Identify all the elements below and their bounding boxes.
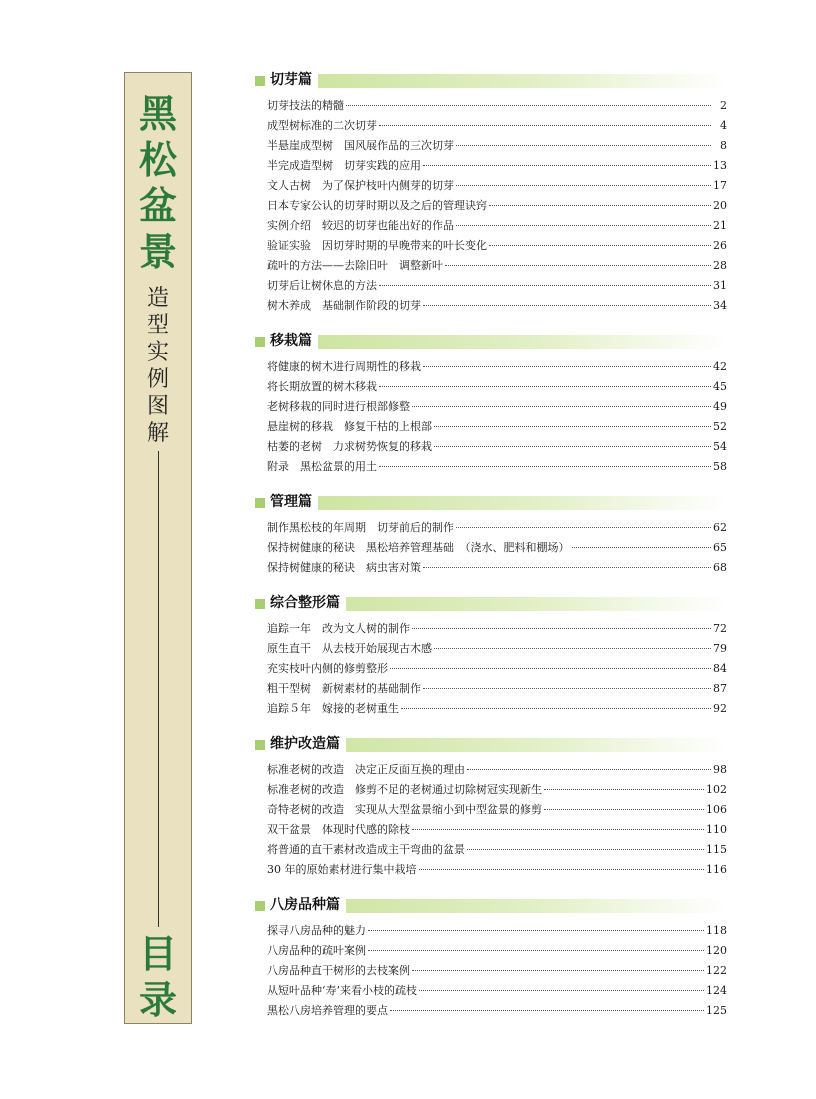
toc-entry[interactable] — [267, 780, 727, 800]
toc-entry[interactable] — [267, 437, 727, 457]
entry-leader-dots — [379, 386, 711, 387]
entry-leader-dots — [423, 688, 711, 689]
toc-entry[interactable] — [267, 457, 727, 477]
book-subtitle-char: 实 — [146, 340, 169, 365]
table-of-contents — [255, 72, 727, 1021]
book-subtitle — [125, 285, 191, 447]
entry-leader-dots — [368, 950, 704, 951]
book-title-char: 景 — [138, 230, 177, 274]
entry-leader-dots — [434, 648, 711, 649]
section-band — [270, 493, 727, 510]
entry-page-number: 120 — [706, 944, 727, 957]
entry-leader-dots — [456, 145, 711, 146]
section-header — [255, 736, 727, 753]
entry-leader-dots — [467, 769, 711, 770]
toc-entry[interactable] — [267, 840, 727, 860]
entry-leader-dots — [456, 527, 711, 528]
entry-title: 悬崖树的移栽 修复干枯的上根部 — [267, 420, 432, 433]
book-title-char: 盆 — [138, 184, 177, 228]
section-square-icon — [255, 901, 265, 911]
toc-entry[interactable] — [267, 981, 727, 1001]
toc-entry[interactable] — [267, 518, 727, 538]
entry-page-number: 65 — [713, 541, 727, 554]
toc-entry[interactable] — [267, 760, 727, 780]
entry-title: 切芽后让树休息的方法 — [267, 279, 377, 292]
entry-page-number: 42 — [713, 360, 727, 373]
toc-entry[interactable] — [267, 357, 727, 377]
toc-entry[interactable] — [267, 639, 727, 659]
entry-page-number: 52 — [713, 420, 727, 433]
section-entries — [255, 96, 727, 316]
entry-page-number: 26 — [713, 239, 727, 252]
entry-page-number: 106 — [706, 803, 727, 816]
entry-page-number: 110 — [706, 823, 727, 836]
entry-leader-dots — [379, 466, 711, 467]
entry-leader-dots — [390, 668, 711, 669]
entry-leader-dots — [419, 869, 705, 870]
entry-page-number: 118 — [706, 924, 727, 937]
section-entries — [255, 760, 727, 880]
toc-entry[interactable] — [267, 397, 727, 417]
entry-title: 标准老树的改造 修剪不足的老树通过切除树冠实现新生 — [267, 783, 542, 796]
toc-entry[interactable] — [267, 1001, 727, 1021]
toc-entry[interactable] — [267, 417, 727, 437]
entry-leader-dots — [412, 406, 711, 407]
toc-section — [255, 333, 727, 477]
toc-entry[interactable] — [267, 236, 727, 256]
toc-section — [255, 897, 727, 1021]
toc-label-char: 目 — [138, 932, 177, 976]
entry-page-number: 17 — [713, 179, 727, 192]
section-band — [270, 332, 727, 349]
entry-title: 八房品种直干树形的去枝案例 — [267, 964, 410, 977]
entry-title: 文人古树 为了保护枝叶内侧芽的切芽 — [267, 179, 454, 192]
entry-page-number: 79 — [713, 642, 727, 655]
section-square-icon — [255, 498, 265, 508]
section-title: 移栽篇 — [270, 332, 318, 350]
toc-entry[interactable] — [267, 619, 727, 639]
section-title: 管理篇 — [270, 493, 318, 511]
entry-page-number: 58 — [713, 460, 727, 473]
entry-leader-dots — [412, 970, 704, 971]
entry-leader-dots — [419, 990, 704, 991]
section-title: 综合整形篇 — [270, 594, 346, 612]
section-band — [270, 896, 727, 913]
entry-title: 老树移栽的同时进行根部修整 — [267, 400, 410, 413]
entry-title: 奇特老树的改造 实现从大型盆景缩小到中型盆景的修剪 — [267, 803, 542, 816]
entry-title: 探寻八房品种的魅力 — [267, 924, 366, 937]
entry-title: 标准老树的改造 决定正反面互换的理由 — [267, 763, 465, 776]
entry-page-number: 13 — [713, 159, 727, 172]
entry-leader-dots — [401, 708, 711, 709]
section-entries — [255, 357, 727, 477]
entry-title: 实例介绍 较迟的切芽也能出好的作品 — [267, 219, 454, 232]
entry-leader-dots — [456, 225, 711, 226]
entry-page-number: 102 — [706, 783, 727, 796]
entry-title: 保持树健康的秘诀 黑松培养管理基础 （浇水、肥料和棚场） — [267, 541, 570, 554]
toc-entry[interactable] — [267, 96, 727, 116]
toc-entry[interactable] — [267, 156, 727, 176]
entry-title: 附录 黑松盆景的用土 — [267, 460, 377, 473]
book-subtitle-char: 造 — [146, 286, 169, 311]
toc-entry[interactable] — [267, 256, 727, 276]
entry-leader-dots — [368, 930, 704, 931]
toc-entry[interactable] — [267, 377, 727, 397]
entry-page-number: 98 — [713, 763, 727, 776]
section-band — [270, 735, 727, 752]
entry-leader-dots — [467, 849, 704, 850]
toc-entry[interactable] — [267, 296, 727, 316]
entry-title: 粗干型树 新树素材的基础制作 — [267, 682, 421, 695]
entry-page-number: 116 — [706, 863, 727, 876]
entry-leader-dots — [379, 125, 711, 126]
entry-title: 黑松八房培养管理的要点 — [267, 1004, 388, 1017]
entry-title: 双干盆景 体现时代感的除枝 — [267, 823, 410, 836]
entry-title: 枯萎的老树 力求树势恢复的移栽 — [267, 440, 432, 453]
entry-leader-dots — [456, 185, 711, 186]
entry-page-number: 21 — [713, 219, 727, 232]
entry-title: 制作黑松枝的年周期 切芽前后的制作 — [267, 521, 454, 534]
toc-entry[interactable] — [267, 659, 727, 679]
entry-page-number: 68 — [713, 561, 727, 574]
toc-entry[interactable] — [267, 921, 727, 941]
entry-page-number: 125 — [706, 1004, 727, 1017]
entry-leader-dots — [423, 366, 711, 367]
entry-page-number: 31 — [713, 279, 727, 292]
book-subtitle-char: 例 — [146, 367, 169, 392]
book-title — [125, 91, 191, 275]
entry-page-number: 45 — [713, 380, 727, 393]
entry-title: 保持树健康的秘诀 病虫害对策 — [267, 561, 421, 574]
toc-entry[interactable] — [267, 558, 727, 578]
entry-leader-dots — [379, 285, 711, 286]
entry-page-number: 124 — [706, 984, 727, 997]
entry-page-number: 54 — [713, 440, 727, 453]
entry-leader-dots — [390, 1010, 704, 1011]
entry-title: 充实枝叶内侧的修剪整形 — [267, 662, 388, 675]
toc-entry[interactable] — [267, 116, 727, 136]
entry-title: 半悬崖成型树 国风展作品的三次切芽 — [267, 139, 454, 152]
section-title: 八房品种篇 — [270, 896, 346, 914]
section-header — [255, 333, 727, 350]
entry-title: 将普通的直干素材改造成主干弯曲的盆景 — [267, 843, 465, 856]
entry-title: 30 年的原始素材进行集中栽培 — [267, 863, 417, 876]
toc-entry[interactable] — [267, 216, 727, 236]
section-entries — [255, 619, 727, 719]
entry-title: 追踪一年 改为文人树的制作 — [267, 622, 410, 635]
section-band — [270, 71, 727, 88]
entry-title: 切芽技法的精髓 — [267, 99, 344, 112]
section-header — [255, 494, 727, 511]
toc-entry[interactable] — [267, 196, 727, 216]
entry-leader-dots — [423, 165, 711, 166]
entry-title: 将健康的树木进行周期性的移栽 — [267, 360, 421, 373]
section-entries — [255, 921, 727, 1021]
toc-entry[interactable] — [267, 699, 727, 719]
toc-entry[interactable] — [267, 941, 727, 961]
entry-page-number: 2 — [720, 99, 727, 112]
toc-entry[interactable] — [267, 136, 727, 156]
entry-leader-dots — [544, 789, 704, 790]
entry-title: 成型树标准的二次切芽 — [267, 119, 377, 132]
book-title-sidebar — [124, 72, 192, 1024]
entry-page-number: 84 — [713, 662, 727, 675]
entry-page-number: 28 — [713, 259, 727, 272]
entry-leader-dots — [423, 305, 711, 306]
entry-page-number: 49 — [713, 400, 727, 413]
entry-title: 追踪５年 嫁接的老树重生 — [267, 702, 399, 715]
toc-entry[interactable] — [267, 538, 727, 558]
entry-title: 树木养成 基础制作阶段的切芽 — [267, 299, 421, 312]
entry-page-number: 4 — [720, 119, 727, 132]
book-title-char: 黑 — [138, 92, 177, 136]
book-subtitle-char: 解 — [146, 421, 169, 446]
entry-leader-dots — [423, 567, 711, 568]
entry-title: 从短叶品种‘寿’来看小枝的疏枝 — [267, 984, 417, 997]
toc-entry[interactable] — [267, 961, 727, 981]
entry-page-number: 122 — [706, 964, 727, 977]
entry-title: 八房品种的疏叶案例 — [267, 944, 366, 957]
entry-title: 验证实验 因切芽时期的早晚带来的叶长变化 — [267, 239, 487, 252]
toc-entry[interactable] — [267, 860, 727, 880]
entry-leader-dots — [346, 105, 711, 106]
section-header — [255, 595, 727, 612]
section-title: 维护改造篇 — [270, 735, 346, 753]
toc-section — [255, 595, 727, 719]
entry-page-number: 87 — [713, 682, 727, 695]
section-header — [255, 897, 727, 914]
book-subtitle-char: 型 — [146, 313, 169, 338]
toc-entry[interactable] — [267, 679, 727, 699]
entry-page-number: 34 — [713, 299, 727, 312]
entry-page-number: 72 — [713, 622, 727, 635]
section-entries — [255, 518, 727, 578]
entry-leader-dots — [572, 547, 712, 548]
section-square-icon — [255, 740, 265, 750]
sidebar-divider-line — [158, 451, 159, 927]
toc-section — [255, 736, 727, 880]
entry-title: 日本专家公认的切芽时期以及之后的管理诀窍 — [267, 199, 487, 212]
toc-entry[interactable] — [267, 176, 727, 196]
entry-leader-dots — [412, 628, 711, 629]
toc-section — [255, 494, 727, 578]
entry-leader-dots — [434, 446, 711, 447]
entry-leader-dots — [489, 205, 711, 206]
entry-leader-dots — [445, 265, 711, 266]
entry-title: 原生直干 从去枝开始展现古木感 — [267, 642, 432, 655]
toc-section — [255, 72, 727, 316]
entry-title: 将长期放置的树木移栽 — [267, 380, 377, 393]
entry-leader-dots — [489, 245, 711, 246]
entry-page-number: 8 — [720, 139, 727, 152]
entry-leader-dots — [544, 809, 704, 810]
toc-label-char: 录 — [138, 978, 177, 1022]
book-subtitle-char: 图 — [146, 394, 169, 419]
section-square-icon — [255, 337, 265, 347]
entry-page-number: 62 — [713, 521, 727, 534]
entry-leader-dots — [434, 426, 711, 427]
section-square-icon — [255, 599, 265, 609]
toc-entry[interactable] — [267, 800, 727, 820]
section-header — [255, 72, 727, 89]
toc-entry[interactable] — [267, 820, 727, 840]
entry-page-number: 20 — [713, 199, 727, 212]
entry-leader-dots — [412, 829, 704, 830]
book-title-char: 松 — [138, 138, 177, 182]
entry-title: 半完成造型树 切芽实践的应用 — [267, 159, 421, 172]
toc-entry[interactable] — [267, 276, 727, 296]
toc-label — [125, 931, 191, 1023]
entry-page-number: 115 — [706, 843, 727, 856]
entry-page-number: 92 — [713, 702, 727, 715]
section-square-icon — [255, 76, 265, 86]
section-title: 切芽篇 — [270, 71, 318, 89]
section-band — [270, 594, 727, 611]
entry-title: 疏叶的方法——去除旧叶 调整新叶 — [267, 259, 443, 272]
